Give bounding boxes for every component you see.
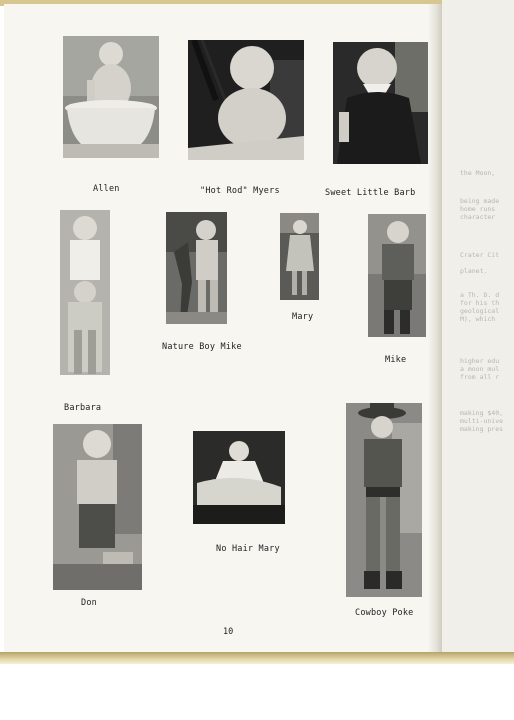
caption-barbara: Barbara (64, 403, 102, 413)
background-below-book (0, 664, 514, 720)
photo-barbara (60, 210, 110, 375)
bleed-text-line: being made (460, 197, 500, 205)
caption-hot-rod-myers: "Hot Rod" Myers (200, 186, 280, 196)
bleed-text-line: M), which (460, 315, 496, 323)
bleed-text-line: planet. (460, 267, 488, 275)
bleed-text-line: for his th (460, 299, 500, 307)
bleed-text-line: making pres (460, 425, 504, 433)
caption-no-hair-mary: No Hair Mary (216, 544, 280, 554)
caption-don: Don (81, 598, 97, 608)
photo-mike (368, 214, 426, 337)
bleed-text-line: geological (460, 307, 500, 315)
bleed-text-line: character (460, 213, 496, 221)
bottom-book-edge (0, 652, 514, 664)
caption-sweet-little-barb: Sweet Little Barb (325, 188, 416, 198)
bleed-text-line: making $40, (460, 409, 504, 417)
photo-allen (63, 36, 159, 158)
page-number: 10 (223, 627, 234, 637)
bleed-text-line: a moon mul (460, 365, 500, 373)
caption-mary: Mary (292, 312, 314, 322)
caption-nature-boy-mike: Nature Boy Mike (162, 342, 242, 352)
bleed-text-line: the Moon, (460, 169, 496, 177)
adjacent-page (442, 0, 514, 652)
photo-don (53, 424, 142, 590)
photo-hot-rod-myers (188, 40, 304, 160)
caption-cowboy-poke: Cowboy Poke (355, 608, 414, 618)
page-gutter (428, 4, 442, 652)
bleed-text-line: Crater Cit (460, 251, 500, 259)
photo-mary (280, 213, 319, 300)
photo-sweet-little-barb (333, 42, 428, 164)
caption-mike: Mike (385, 355, 407, 365)
photo-no-hair-mary (193, 431, 285, 524)
bleed-text-line: multi-unive (460, 417, 504, 425)
photo-nature-boy-mike (166, 212, 227, 324)
bleed-text-line: a Th. D. d (460, 291, 500, 299)
photo-cowboy-poke (346, 403, 422, 597)
caption-allen: Allen (93, 184, 120, 194)
bleed-text-line: higher edu (460, 357, 500, 365)
bleed-text-line: from all r (460, 373, 500, 381)
bleed-text-line: home runs (460, 205, 496, 213)
